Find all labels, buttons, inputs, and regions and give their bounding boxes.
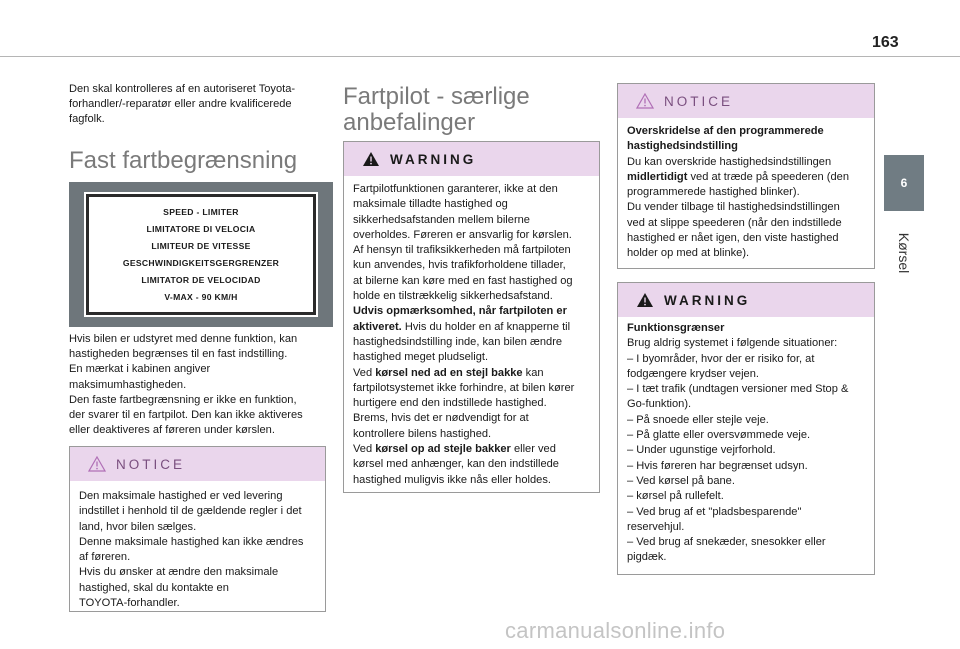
- chapter-tab: 6: [884, 155, 924, 211]
- warning-line: – På snoede eller stejle veje.: [627, 413, 769, 426]
- warning-emphasis: aktiveret.: [353, 320, 402, 333]
- warning-text: eller ved: [510, 443, 556, 456]
- warning-line: Af hensyn til trafiksikkerheden må fartpiloten: [353, 244, 571, 257]
- header-rule: [0, 56, 960, 57]
- warning-line: – I byområder, hvor der er risiko for, at: [627, 352, 815, 365]
- intro-line: Den skal kontrolleres af en autoriseret Toyota-: [69, 83, 296, 95]
- warning-emphasis: kørsel op ad stejle bakker: [375, 443, 511, 456]
- notice-line: Du kan overskride hastighedsindstillingen: [627, 155, 832, 168]
- sign-line: SPEED - LIMITER: [163, 206, 239, 217]
- warning-line: kontrollere bilens hastighed.: [353, 427, 492, 440]
- warning-line: fartpilotsystemet ikke forhindre, at bilen kører: [353, 381, 575, 394]
- section-heading-cruise-control: [343, 84, 530, 136]
- warning-line: hastighed muligvis ikke nås eller holdes.: [353, 473, 551, 486]
- warning-box-limits: [617, 282, 875, 575]
- notice-line: holder op med at blinke).: [627, 247, 750, 260]
- body-line: En mærkat i kabinen angiver: [69, 363, 211, 376]
- notice-line: ved at slippe speederen (når den indstillede: [627, 216, 842, 229]
- speed-limiter-body: [69, 332, 334, 438]
- warning-line: holde en tilstrækkelig sikkerhedsafstand.: [353, 290, 553, 303]
- body-line: Hvis bilen er udstyret med denne funktion, kan: [69, 333, 298, 345]
- notice-title: hastighedsindstilling: [627, 140, 738, 153]
- section-heading-speed-limiter: Fast fartbegrænsning: [69, 147, 298, 174]
- notice-header: [70, 447, 325, 481]
- warning-line: Brems, hvis det er nødvendigt for at: [353, 412, 529, 425]
- warning-line: hurtigere end den indstillede hastighed.: [353, 397, 547, 410]
- warning-line: – Ved brug af snekæder, snesokker eller: [627, 536, 826, 549]
- warning-line: hastighed meget pludseligt.: [353, 351, 489, 364]
- notice-line: hastighed, skal du kontakte en: [79, 581, 229, 594]
- notice-label: NOTICE: [664, 93, 734, 109]
- warning-line: – Ved kørsel på bane.: [627, 474, 735, 487]
- notice-emphasis: midlertidigt: [627, 170, 688, 183]
- warning-text: Ved: [353, 366, 376, 379]
- page-number: 163: [872, 34, 899, 51]
- body-line: maksimumhastigheden.: [69, 378, 187, 391]
- notice-title: Overskridelse af den programmerede: [627, 125, 824, 137]
- notice-line: TOYOTA-forhandler.: [79, 597, 180, 610]
- chapter-title: Kørsel: [896, 232, 912, 274]
- notice-label: NOTICE: [116, 456, 186, 472]
- warning-box-cruise-control: [343, 141, 600, 493]
- warning-line: pigdæk.: [627, 551, 667, 564]
- notice-line: indstillet i henhold til de gældende regler i det: [79, 505, 302, 518]
- notice-line: af føreren.: [79, 551, 131, 564]
- intro-text: [69, 82, 334, 128]
- warning-line: maksimale tilladte hastighed og: [353, 198, 508, 211]
- body-line: Den faste fartbegrænsning er ikke en funktion,: [69, 393, 297, 406]
- warning-line: kørsel med anhænger, kan den indstillede: [353, 458, 559, 471]
- notice-line: Hvis du ønsker at ændre den maksimale: [79, 566, 279, 579]
- warning-text: Hvis du holder en af knapperne til: [401, 320, 571, 333]
- notice-box-max-speed: [69, 446, 326, 612]
- notice-body: [618, 118, 874, 262]
- warning-line: – Hvis føreren har begrænset udsyn.: [627, 459, 808, 472]
- notice-box-override: [617, 83, 875, 269]
- notice-header: [618, 84, 874, 118]
- warning-line: sikkerhedsafstanden mellem bilerne: [353, 213, 530, 226]
- sign-line: LIMITEUR DE VITESSE: [151, 240, 251, 251]
- warning-line: – Ved brug af et "pladsbesparende": [627, 505, 802, 518]
- warning-line: fodgængere krydser vejen.: [627, 367, 759, 380]
- warning-body: [618, 317, 874, 566]
- warning-emphasis: Udvis opmærksomhed, når fartpiloten er: [353, 305, 567, 318]
- warning-line: – kørsel på rullefelt.: [627, 490, 724, 503]
- sign-line: GESCHWINDIGKEITSGERGRENZER: [122, 258, 280, 269]
- notice-line: Den maksimale hastighed er ved levering: [79, 490, 283, 502]
- warning-line: hastighedsindstilling inde, kan bilen ændre: [353, 335, 563, 348]
- caution-triangle-icon: [636, 93, 654, 109]
- notice-line: Denne maksimale hastighed kan ikke ændres: [79, 535, 304, 548]
- warning-header: [618, 283, 874, 317]
- notice-line: hastighed er nået igen, den viste hastighed: [627, 232, 839, 245]
- body-line: der svarer til en fartpilot. Den kan ikke aktiveres: [69, 409, 303, 422]
- warning-line: Fartpilotfunktionen garanterer, ikke at den: [353, 183, 558, 195]
- warning-emphasis: kørsel ned ad en stejl bakke: [375, 366, 523, 379]
- warning-body: [344, 176, 599, 488]
- warning-line: Brug aldrig systemet i følgende situationer:: [627, 337, 838, 350]
- caution-triangle-icon: [88, 456, 106, 472]
- notice-line: land, hvor bilen sælges.: [79, 520, 197, 533]
- warning-line: – I tæt trafik (undtagen versioner med Stop &: [627, 383, 849, 396]
- warning-text: kan: [522, 366, 544, 379]
- warning-line: – Under ugunstige vejrforhold.: [627, 444, 776, 457]
- notice-body: [70, 481, 325, 611]
- notice-line: Du vender tilbage til hastighedsindstillingen: [627, 201, 840, 214]
- intro-line: forhandler/-reparatør eller andre kvalificerede: [69, 98, 292, 111]
- heading-line: anbefalinger: [343, 109, 476, 136]
- sign-line: LIMITATOR DE VELOCIDAD: [141, 275, 261, 286]
- sign-line: V-MAX - 90 KM/H: [164, 292, 238, 303]
- heading-line: Fartpilot - særlige: [343, 83, 530, 110]
- notice-line: programmerede hastighed blinker).: [627, 186, 800, 199]
- body-line: hastigheden begrænses til en fast indstilling.: [69, 348, 288, 361]
- speed-limiter-label-image: [69, 182, 333, 327]
- body-line: eller deaktiveres af føreren under kørslen.: [69, 424, 275, 437]
- watermark: carmanualsonline.info: [505, 618, 726, 643]
- warning-line: – På glatte eller oversvømmede veje.: [627, 429, 811, 442]
- warning-label: WARNING: [390, 151, 477, 167]
- warning-line: overholdes. Føreren er ansvarlig for kørslen.: [353, 228, 572, 241]
- warning-line: at bilerne kan køre med en fast hastighed og: [353, 274, 573, 287]
- warning-triangle-icon: [362, 151, 380, 167]
- warning-triangle-icon: [636, 292, 654, 308]
- warning-line: kun anvendes, hvis trafikforholdene tillader,: [353, 259, 566, 272]
- warning-line: reservehjul.: [627, 520, 685, 533]
- warning-line: Go-funktion).: [627, 398, 692, 411]
- warning-label: WARNING: [664, 292, 751, 308]
- warning-header: [344, 142, 599, 176]
- warning-text: Ved: [353, 443, 376, 456]
- warning-title: Funktionsgrænser: [627, 322, 725, 334]
- intro-line: fagfolk.: [69, 113, 105, 126]
- sign-line: LIMITATORE DI VELOCIA: [146, 223, 256, 234]
- notice-text: ved at træde på speederen (den: [687, 170, 849, 183]
